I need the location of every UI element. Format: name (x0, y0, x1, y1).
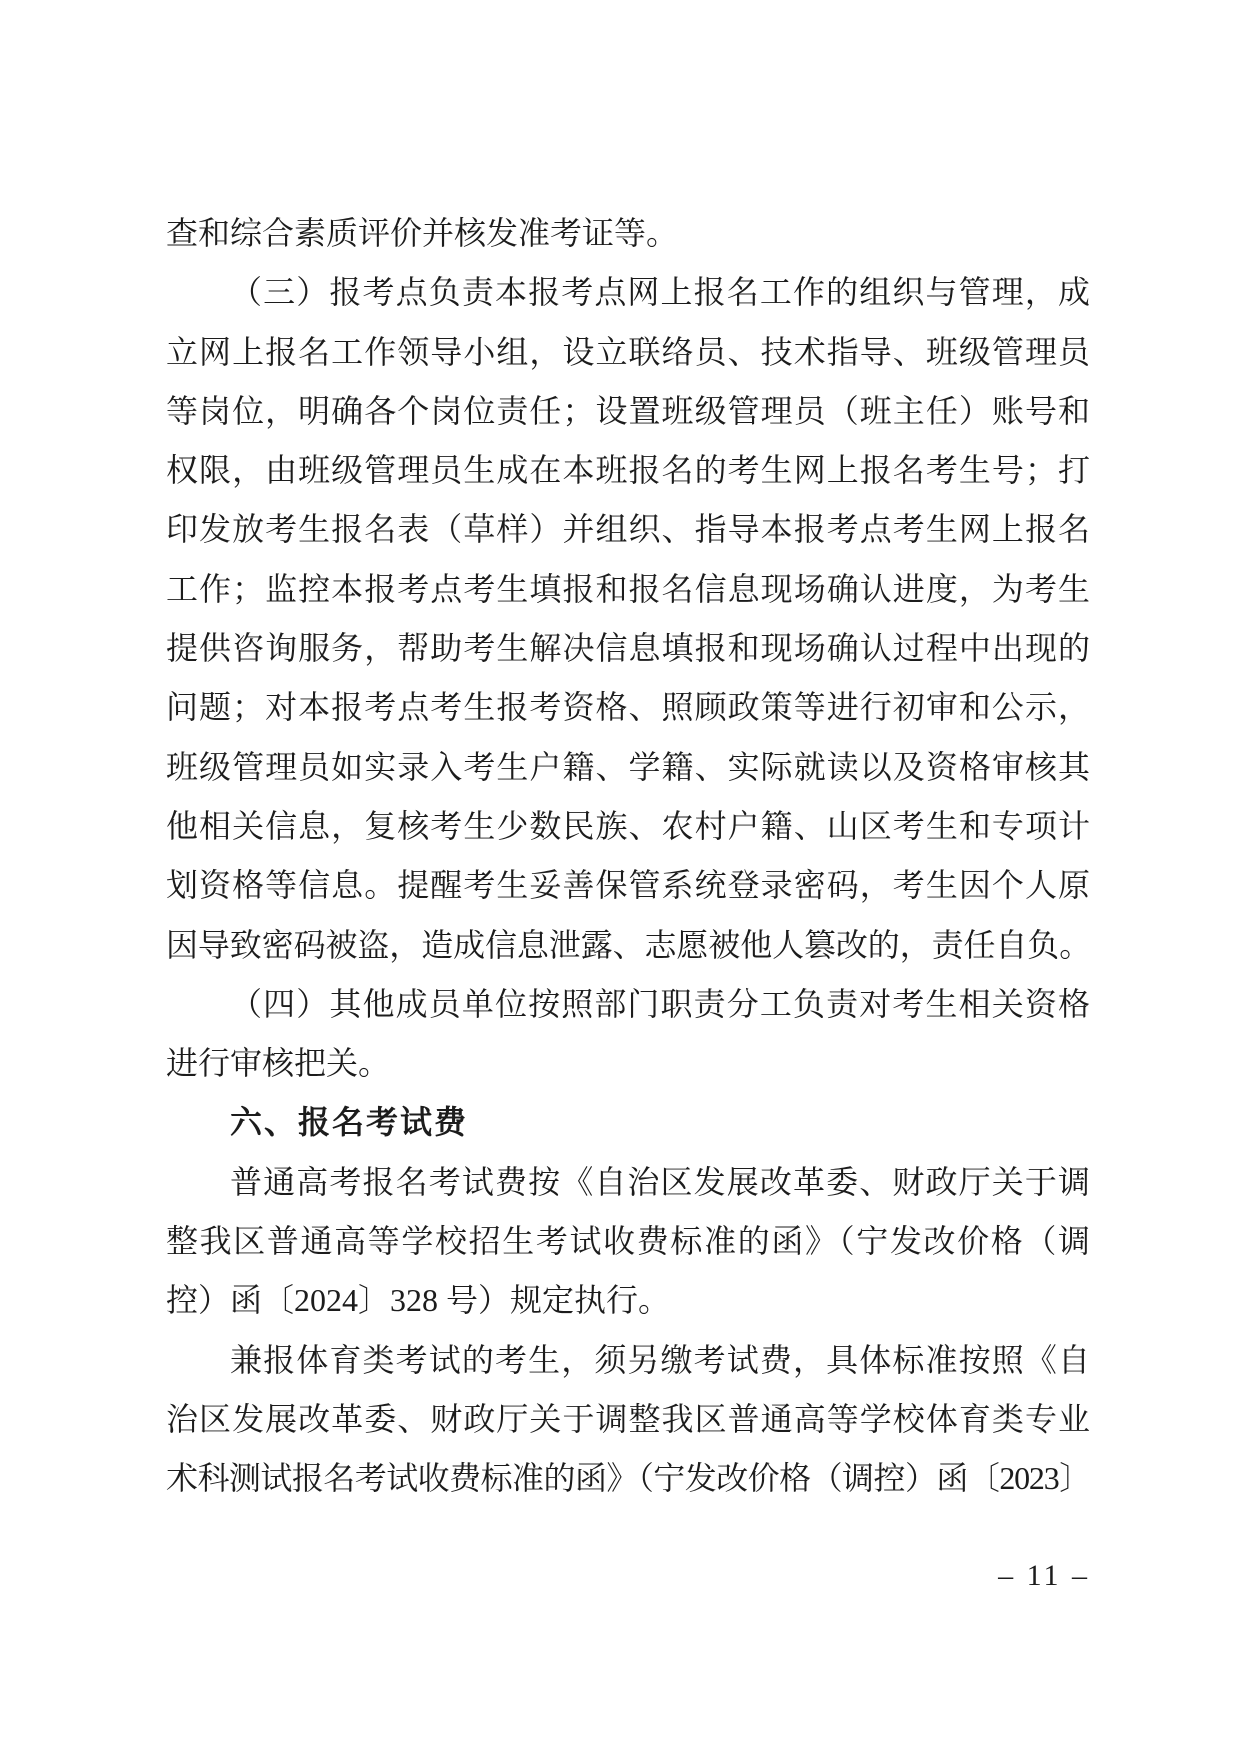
text-line: 问题；对本报考点考生报考资格、照顾政策等进行初审和公示， (166, 689, 1090, 726)
text-line: （三）报考点负责本报考点网上报名工作的组织与管理，成 (230, 274, 1090, 311)
text-line: 印发放考生报名表（草样）并组织、指导本报考点考生网上报名 (166, 511, 1090, 548)
text-line: （四）其他成员单位按照部门职责分工负责对考生相关资格 (230, 985, 1090, 1022)
text-line: 等岗位，明确各个岗位责任；设置班级管理员（班主任）账号和 (166, 392, 1090, 429)
text-line: 工作；监控本报考点考生填报和报名信息现场确认进度，为考生 (166, 570, 1090, 607)
text-line: 他相关信息，复核考生少数民族、农村户籍、山区考生和专项计 (166, 807, 1090, 844)
page-number: – 11 – (998, 1559, 1090, 1592)
text-line: 划资格等信息。提醒考生妥善保管系统登录密码，考生因个人原 (166, 867, 1090, 904)
text-line: 班级管理员如实录入考生户籍、学籍、实际就读以及资格审核其 (166, 748, 1090, 785)
text-line: 进行审核把关。 (166, 1045, 391, 1082)
text-line: 权限，由班级管理员生成在本班报名的考生网上报名考生号；打 (166, 452, 1090, 489)
text-line: 普通高考报名考试费按《自治区发展改革委、财政厅关于调 (230, 1163, 1090, 1200)
text-line: 控）函〔2024〕328 号）规定执行。 (166, 1282, 671, 1319)
text-line: 治区发展改革委、财政厅关于调整我区普通高等学校体育类专业 (166, 1400, 1090, 1437)
text-line: 因导致密码被盗，造成信息泄露、志愿被他人篡改的，责任自负。 (166, 926, 1090, 963)
text-line: 术科测试报名考试收费标准的函》（宁发改价格（调控）函〔2023〕 (166, 1460, 1090, 1497)
text-line: 整我区普通高等学校招生考试收费标准的函》（宁发改价格（调 (166, 1223, 1090, 1260)
text-line: 立网上报名工作领导小组，设立联络员、技术指导、班级管理员 (166, 333, 1090, 370)
document-text-block (166, 204, 1090, 1509)
text-line: 兼报体育类考试的考生，须另缴考试费，具体标准按照《自 (230, 1341, 1090, 1378)
text-line: 提供咨询服务，帮助考生解决信息填报和现场确认过程中出现的 (166, 630, 1090, 667)
text-line: 查和综合素质评价并核发准考证等。 (166, 215, 679, 251)
section-heading: 六、报名考试费 (230, 1104, 469, 1141)
